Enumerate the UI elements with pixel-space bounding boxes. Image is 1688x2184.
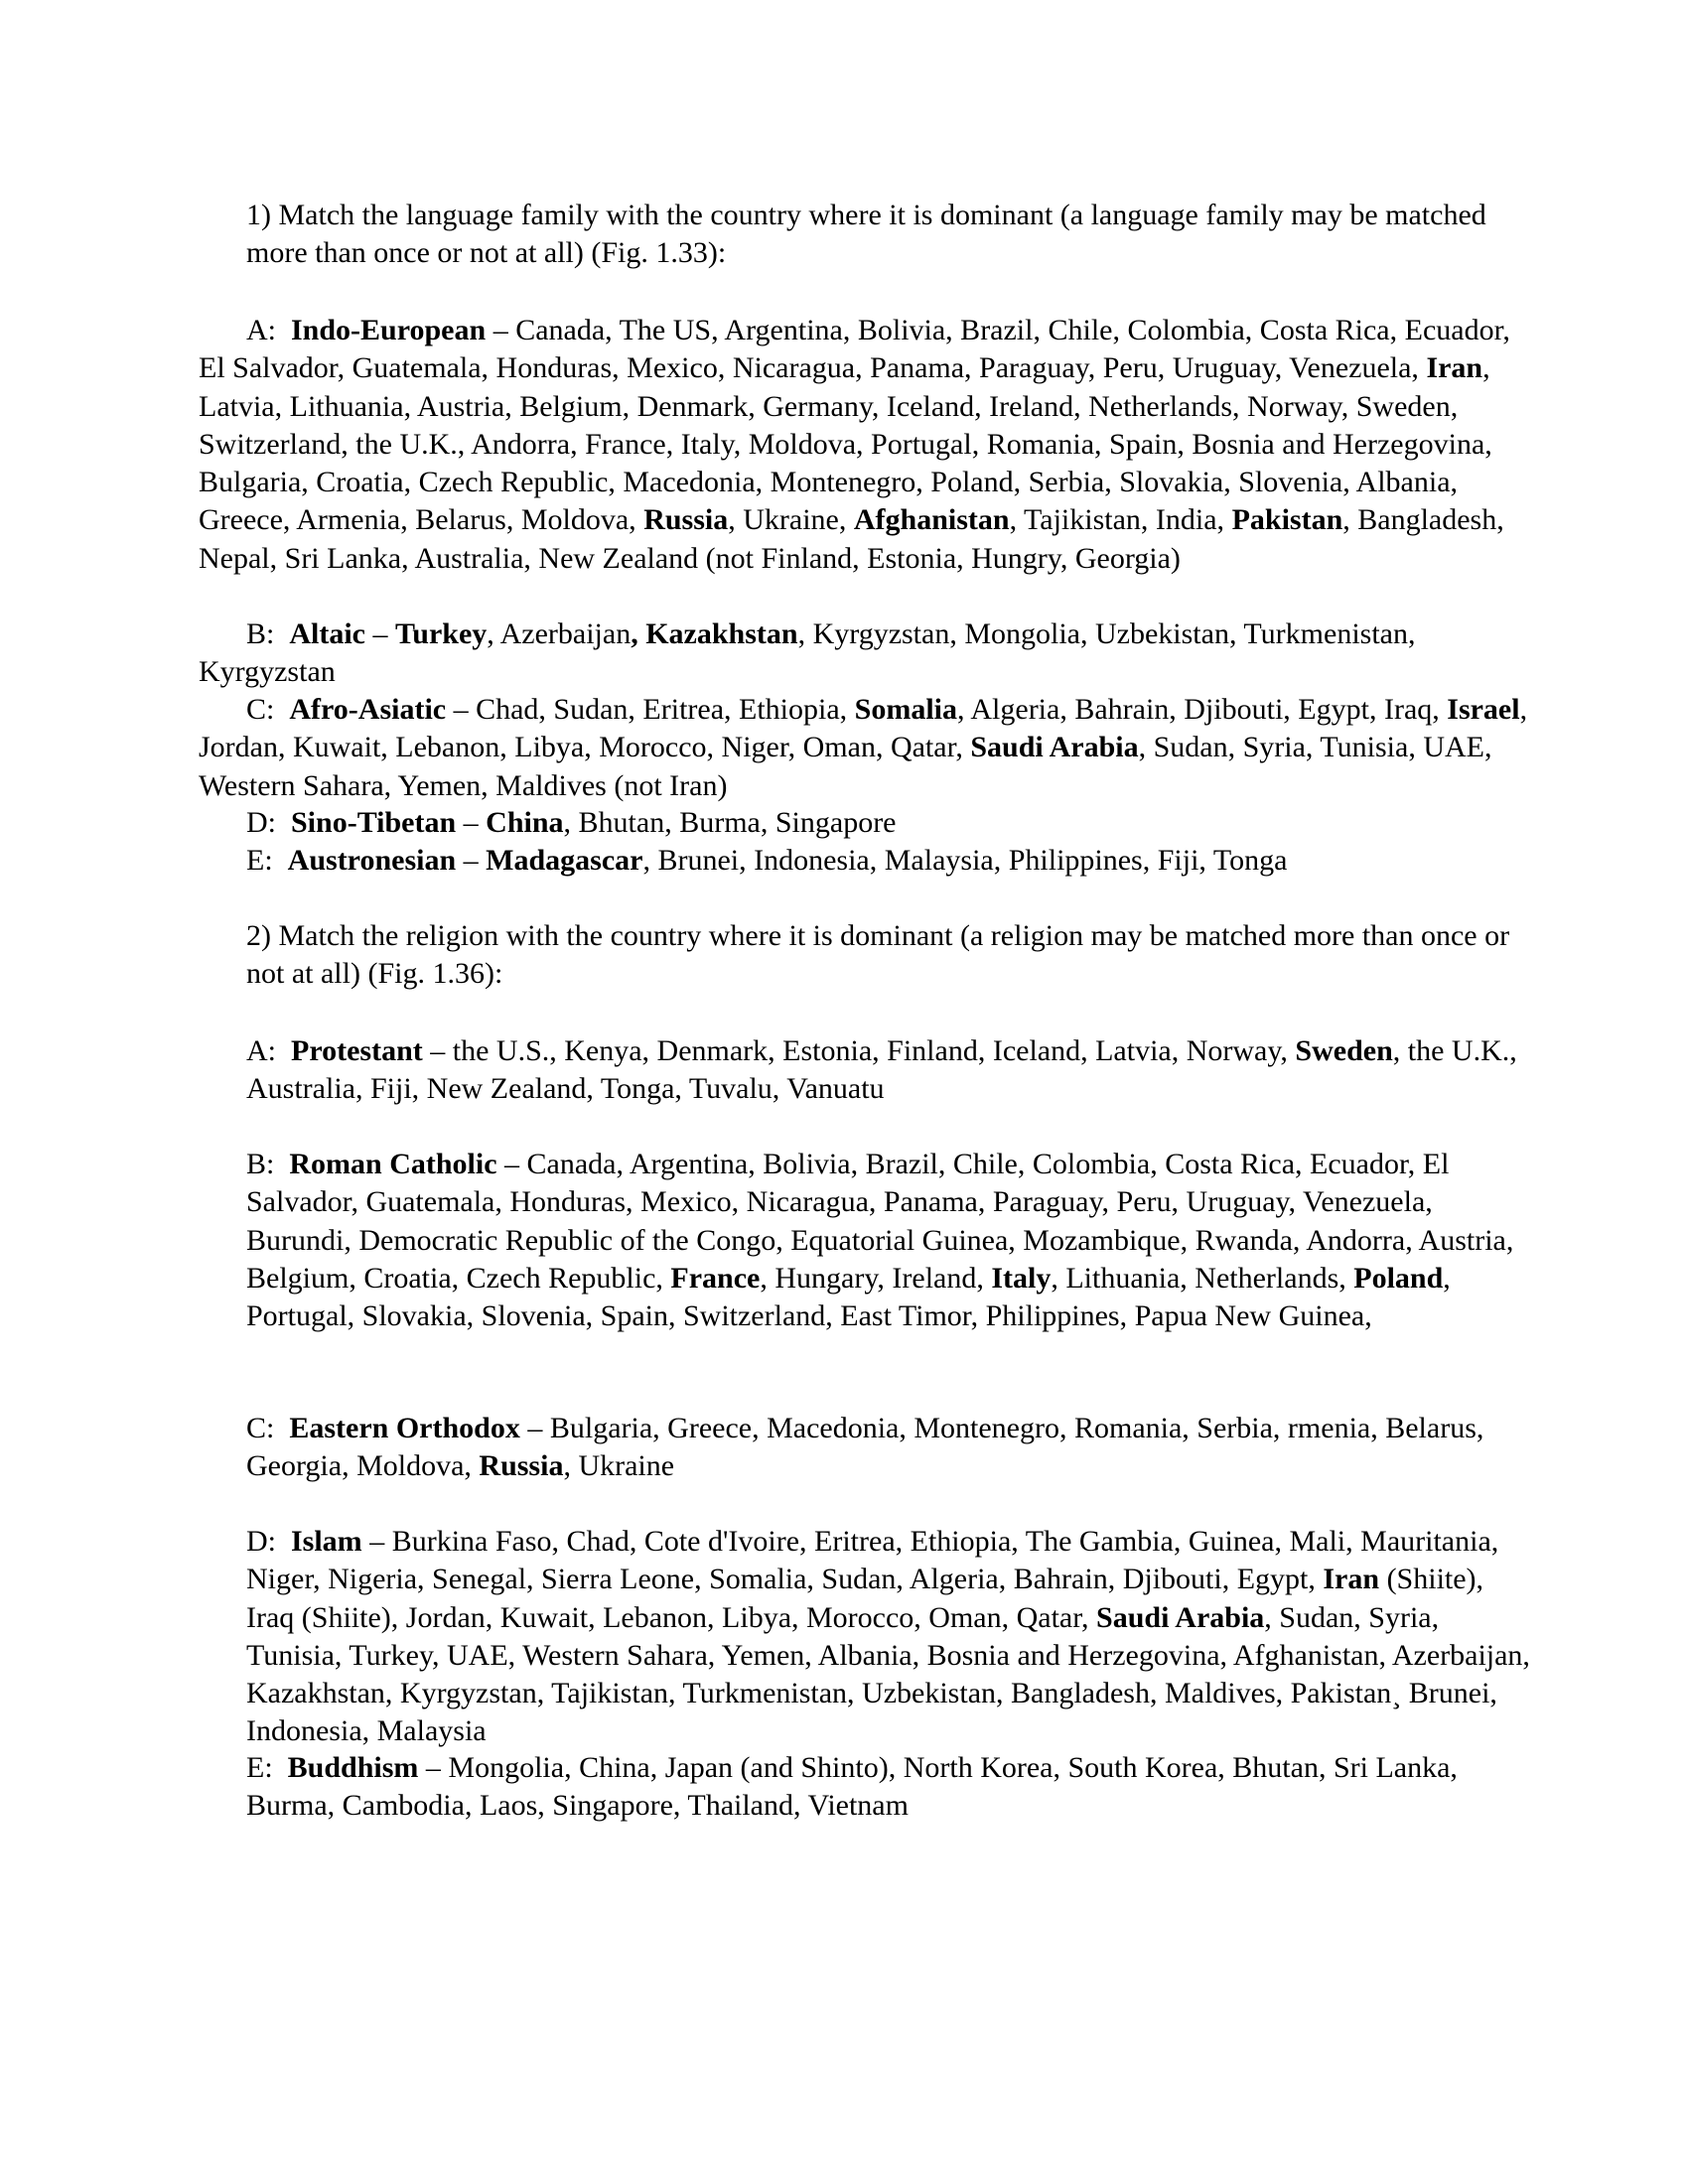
entry-letter: D: <box>246 1525 276 1558</box>
entry-text: , Kyrgyzstan, Mongolia, Uzbekistan, Turkmenistan, Kyrgyzstan <box>199 617 1416 689</box>
entry-bold-country: Turkey <box>395 617 488 650</box>
religion-name: Islam <box>291 1525 362 1558</box>
religion-entry-a <box>246 1032 1532 1109</box>
entry-text: , Algeria, Bahrain, Djibouti, Egypt, Iraq, <box>957 693 1448 726</box>
entry-bold-country: Israel <box>1447 693 1520 726</box>
entry-text: – <box>456 844 487 877</box>
entry-letter: E: <box>246 1751 273 1784</box>
entry-text: (Shiite), Iraq (Shiite), Jordan, Kuwait, Lebanon, Libya, Morocco, Oman, Qatar, <box>246 1563 1484 1634</box>
entry-letter: A: <box>246 1034 276 1067</box>
entry-bold-country: Poland <box>1353 1261 1444 1295</box>
entry-text: – Canada, The US, Argentina, Bolivia, Brazil, Chile, Colombia, Costa Rica, Ecuador, El Salvador, Guatemala, Honduras, Mexico, Nicaragua, Panama, Paraguay, Peru, Uruguay, Venezuela, <box>199 314 1510 385</box>
language-entry-a <box>199 312 1534 578</box>
question-2-prompt: 2) Match the religion with the country where it is dominant (a religion may be matched more than once or not at all) (Fig. 1.36): <box>246 919 1510 990</box>
entry-text: , Lithuania, Netherlands, <box>1051 1261 1354 1295</box>
language-family-name: Austronesian <box>287 844 457 877</box>
entry-bold-country: Saudi Arabia <box>1096 1600 1265 1634</box>
language-entry-d <box>199 804 1534 842</box>
entry-bold-country: Afghanistan <box>853 503 1010 537</box>
entry-bold-country: Iran <box>1323 1563 1380 1596</box>
entry-text: , Hungary, Ireland, <box>760 1261 992 1295</box>
entry-text: , Bhutan, Burma, Singapore <box>563 806 897 839</box>
entry-text: – Chad, Sudan, Eritrea, Ethiopia, <box>446 693 855 726</box>
entry-text: , Portugal, Slovakia, Slovenia, Spain, Switzerland, East Timor, Philippines, Papua New Guinea, <box>246 1261 1451 1333</box>
entry-bold-country: Saudi Arabia <box>970 731 1139 764</box>
entry-letter: C: <box>246 1412 275 1444</box>
religion-name: Eastern Orthodox <box>289 1412 520 1444</box>
entry-bold-country: Iran <box>1426 351 1483 385</box>
entry-text: – Canada, Argentina, Bolivia, Brazil, Chile, Colombia, Costa Rica, Ecuador, El Salvador, Guatemala, Honduras, Mexico, Nicaragua, Panama, Paraguay, Peru, Uruguay, Venezuela, Burundi, Democratic Republic of the Congo, Equatorial Guinea, Mozambique, Rwanda, Andorra, Austria, Belgium, Croatia, Czech Republic, <box>246 1148 1514 1295</box>
entry-text: – Burkina Faso, Chad, Cote d'Ivoire, Eritrea, Ethiopia, The Gambia, Guinea, Mali, Mauritania, Niger, Nigeria, Senegal, Sierra Leone, Somalia, Sudan, Algeria, Bahrain, Djibouti, Egypt, <box>246 1525 1499 1596</box>
entry-text: – Mongolia, China, Japan (and Shinto), North Korea, South Korea, Bhutan, Sri Lanka, Burma, Cambodia, Laos, Singapore, Thailand, Vietnam <box>246 1751 1458 1823</box>
language-family-name: Altaic <box>289 617 365 650</box>
entry-letter: A: <box>246 314 276 346</box>
entry-text: – the U.S., Kenya, Denmark, Estonia, Finland, Iceland, Latvia, Norway, <box>422 1034 1296 1067</box>
entry-text: , Latvia, Lithuania, Austria, Belgium, Denmark, Germany, Iceland, Ireland, Netherlands, Norway, Sweden, Switzerland, the U.K., Andorra, France, Italy, Moldova, Portugal, Romania, Spain, Bosnia and Herzegovina, Bulgaria, Croatia, Czech Republic, Macedonia, Montenegro, Poland, Serbia, Slovakia, Slovenia, Albania, Greece, Armenia, Belarus, Moldova, <box>199 351 1492 537</box>
entry-text: , Brunei, Indonesia, Malaysia, Philippines, Fiji, Tonga <box>642 844 1288 877</box>
language-family-name: Indo-European <box>291 314 487 346</box>
entry-letter: C: <box>246 693 275 726</box>
language-entry-b <box>199 615 1534 692</box>
entry-text: , Ukraine, <box>728 503 854 537</box>
language-entry-c <box>199 691 1534 805</box>
entry-letter: B: <box>246 617 275 650</box>
language-family-name: Afro-Asiatic <box>289 693 447 726</box>
entry-text: , the U.K., Australia, Fiji, New Zealand, Tonga, Tuvalu, Vanuatu <box>246 1034 1517 1106</box>
religion-name: Roman Catholic <box>289 1148 497 1180</box>
religion-name: Buddhism <box>287 1751 419 1784</box>
entry-bold-country: France <box>670 1261 761 1295</box>
entry-bold-country: Russia <box>643 503 729 537</box>
entry-bold-country: Russia <box>479 1449 564 1483</box>
entry-text: , Tajikistan, India, <box>1009 503 1232 537</box>
entry-text: , Azerbaijan <box>487 617 632 650</box>
entry-text: – <box>365 617 395 650</box>
religion-entry-b <box>246 1146 1532 1335</box>
question-1-prompt: 1) Match the language family with the country where it is dominant (a language family may be matched more than once or not at all) (Fig. 1.33): <box>246 199 1486 269</box>
entry-text: , Jordan, Kuwait, Lebanon, Libya, Morocco, Niger, Oman, Qatar, <box>199 693 1528 764</box>
language-entry-e <box>199 842 1534 880</box>
entry-bold-country: Madagascar <box>486 844 643 877</box>
entry-bold-country: Sweden <box>1295 1034 1393 1067</box>
language-family-name: Sino-Tibetan <box>291 806 457 839</box>
entry-bold-country: China <box>486 806 564 839</box>
entry-text: , Sudan, Syria, Tunisia, UAE, Western Sahara, Yemen, Maldives (not Iran) <box>199 731 1492 802</box>
religion-entry-c <box>246 1410 1532 1486</box>
entry-text: , Ukraine <box>563 1449 675 1483</box>
religion-name: Protestant <box>291 1034 423 1067</box>
entry-letter: D: <box>246 806 276 839</box>
entry-bold-country: Somalia <box>854 693 958 726</box>
entry-text: – <box>456 806 487 839</box>
entry-letter: E: <box>246 844 273 877</box>
entry-text: – Bulgaria, Greece, Macedonia, Montenegro, Romania, Serbia, rmenia, Belarus, Georgia, Moldova, <box>246 1412 1484 1483</box>
entry-letter: B: <box>246 1148 275 1180</box>
entry-bold-country: Italy <box>991 1261 1052 1295</box>
entry-bold-country: Pakistan <box>1231 503 1343 537</box>
religion-entry-e <box>246 1749 1532 1826</box>
religion-entry-d <box>246 1523 1532 1751</box>
entry-bold-country: , Kazakhstan <box>631 617 798 650</box>
entry-text: , Bangladesh, Nepal, Sri Lanka, Australia, New Zealand (not Finland, Estonia, Hungry, Georgia) <box>199 503 1504 575</box>
entry-text: , Sudan, Syria, Tunisia, Turkey, UAE, Western Sahara, Yemen, Albania, Bosnia and Herzegovina, Afghanistan, Azerbaijan, Kazakhstan, Kyrgyzstan, Tajikistan, Turkmenistan, Uzbekistan, Bangladesh, Maldives, Pakistan¸ Brunei, Indonesia, Malaysia <box>246 1600 1530 1748</box>
